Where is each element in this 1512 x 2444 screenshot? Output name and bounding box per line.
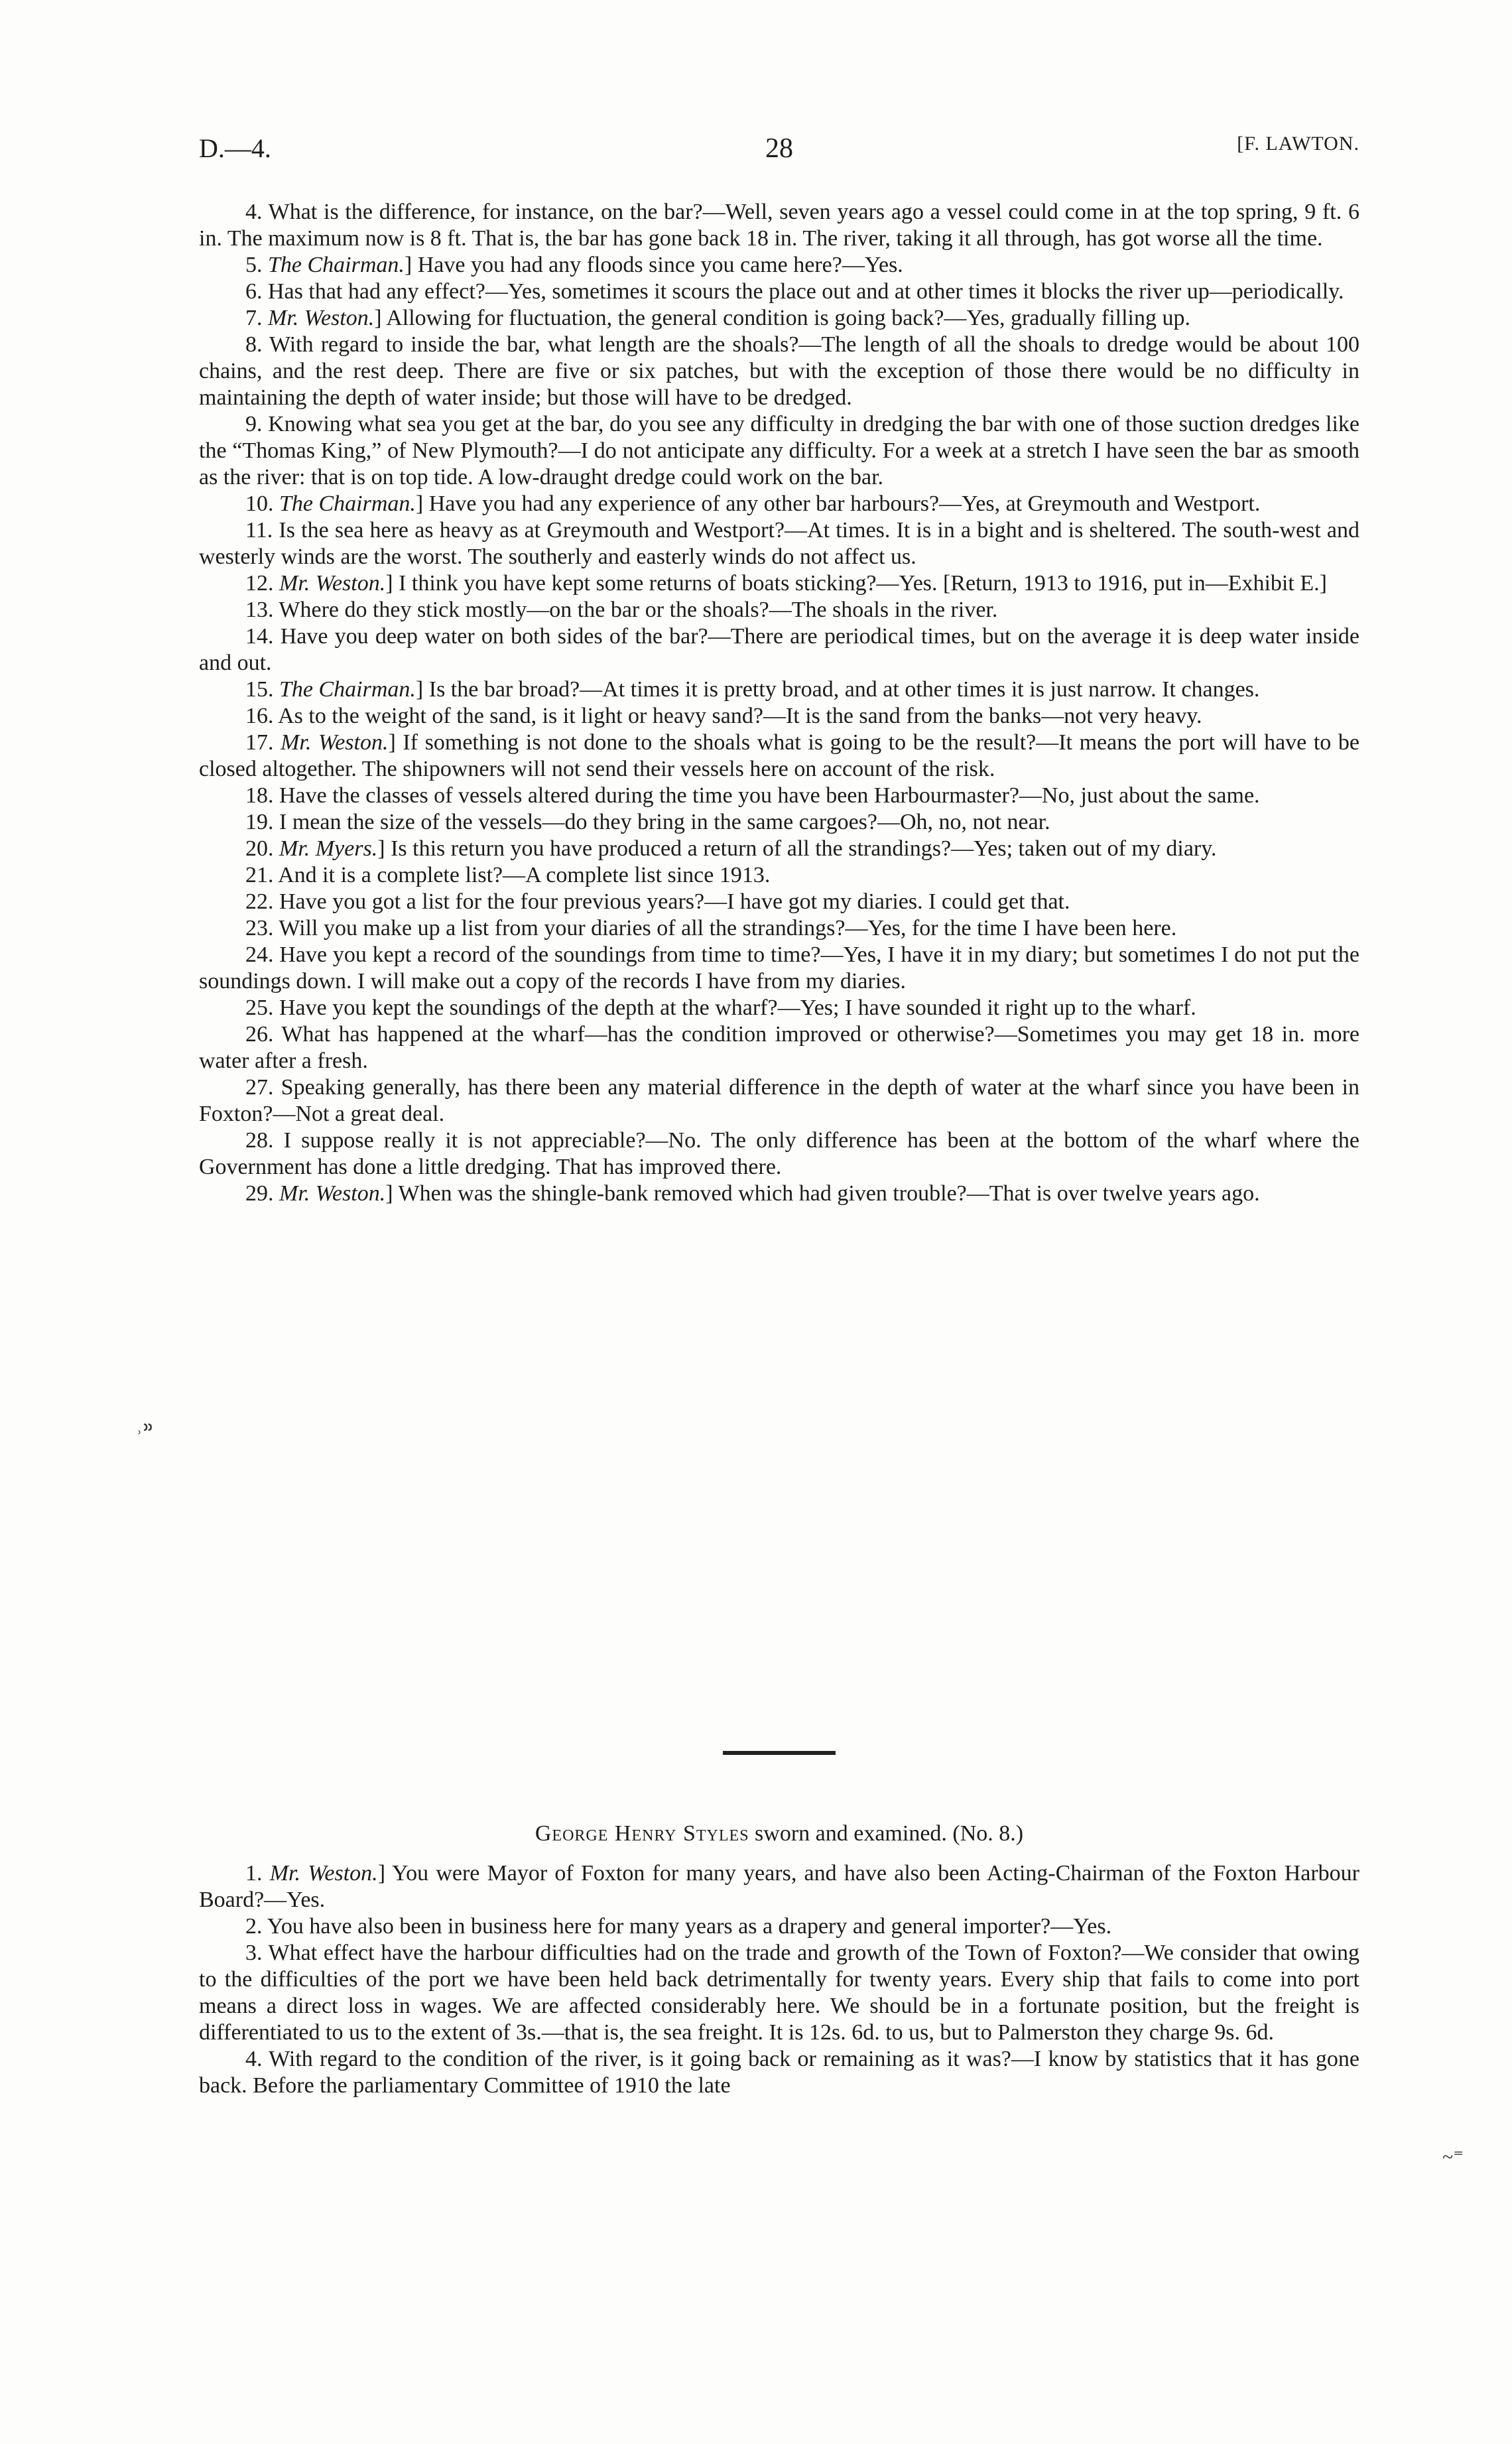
page-number: 28 xyxy=(765,133,793,164)
question-paragraph: 6. Has that had any effect?—Yes, sometimes it scours the place out and at other times it blocks the river up—periodically. xyxy=(245,279,1344,304)
margin-mark: ~⁼ xyxy=(1442,2146,1464,2168)
question-paragraph xyxy=(199,491,1359,517)
speaker-name: Mr. Weston. xyxy=(268,306,375,330)
question-paragraph: 13. Where do they stick mostly—on the bar or the shoals?—The shoals in the river. xyxy=(245,598,998,622)
question-number: 7. xyxy=(245,306,263,330)
question-paragraph: 23. Will you make up a list from your diaries of all the strandings?—Yes, for the time I have been here. xyxy=(245,916,1177,940)
question-paragraph xyxy=(199,730,1359,783)
question-text: ] Is this return you have produced a return of all the strandings?—Yes; taken out of my diary. xyxy=(377,836,1217,861)
question-paragraph xyxy=(199,836,1359,862)
page-header xyxy=(199,133,1359,172)
question-number: 10. xyxy=(245,491,274,516)
witness-heading xyxy=(199,1821,1359,1847)
question-paragraph xyxy=(199,676,1359,703)
section-divider xyxy=(723,1751,836,1755)
speaker-name: Mr. Myers. xyxy=(279,836,378,861)
question-text: ] When was the shingle-bank removed which had given trouble?—That is over twelve years ago. xyxy=(385,1181,1260,1206)
question-text: ] You were Mayor of Foxton for many years, and have also been Acting-Chairman of the Foxton Harbour Board?—Yes. xyxy=(199,1861,1360,1912)
document-reference: D.—4. xyxy=(199,133,271,163)
question-number: 29. xyxy=(245,1181,274,1206)
speaker-name: Mr. Weston. xyxy=(281,730,389,755)
witness-name: George Henry Styles xyxy=(535,1821,749,1846)
question-text: ] If something is not done to the shoals what is going to be the result?—It means the port will have to be closed altogether. The shipowners will not send their vessels here on account of the risk. xyxy=(199,730,1359,781)
question-text: ] I think you have kept some returns of boats sticking?—Yes. [Return, 1913 to 1916, put in—Exhibit E.] xyxy=(385,571,1327,596)
question-paragraph xyxy=(199,305,1359,332)
question-paragraph: 8. With regard to inside the bar, what length are the shoals?—The length of all the shoals to dredge would be about 100 chains, and the rest deep. There are five or six patches, but with the exception of those there would be no difficulty in maintaining the depth of water inside; but those will have to be dredged. xyxy=(199,332,1359,410)
question-paragraph: 26. What has happened at the wharf—has the condition improved or otherwise?—Sometimes you may get 18 in. more water after a fresh. xyxy=(199,1022,1359,1073)
question-number: 15. xyxy=(245,677,274,702)
question-paragraph: 16. As to the weight of the sand, is it light or heavy sand?—It is the sand from the banks—not very heavy. xyxy=(245,704,1202,728)
speaker-name: Mr. Weston. xyxy=(279,1181,386,1206)
question-paragraph xyxy=(199,1860,1359,1913)
question-paragraph: 11. Is the sea here as heavy as at Greymouth and Westport?—At times. It is in a bight and is sheltered. The south-west and westerly winds are the worst. The southerly and easterly winds do not affect us. xyxy=(199,518,1359,569)
witness-number: (No. 8.) xyxy=(952,1821,1024,1846)
question-paragraph: 18. Have the classes of vessels altered during the time you have been Harbourmaster?—No, just about the same. xyxy=(245,783,1260,808)
question-paragraph: 9. Knowing what sea you get at the bar, do you see any difficulty in dredging the bar with one of those suction dredges like the “Thomas King,” of New Plymouth?—I do not anticipate any difficulty. For a week at a stretch I have seen the bar as smooth as the river: that is on top tide. A low-draught dredge could work on the bar. xyxy=(199,412,1359,489)
question-number: 20. xyxy=(245,836,274,861)
examination-styles xyxy=(199,1821,1359,2099)
question-paragraph: 14. Have you deep water on both sides of the bar?—There are periodical times, but on the average it is deep water inside and out. xyxy=(199,624,1359,675)
question-text: ] Have you had any experience of any other bar harbours?—Yes, at Greymouth and Westport. xyxy=(415,491,1261,516)
question-number: 5. xyxy=(245,253,263,277)
question-paragraph: 3. What effect have the harbour difficulties had on the trade and growth of the Town of Foxton?—We consider that owing to the difficulties of the port we have been held back detrimentally for twenty years. Every ship that fails to come into port means a direct loss in wages. We are affected considerably here. We should be in a fortunate position, but the freight is differentiated to us to the extent of 3s.—that is, the sea freight. It is 12s. 6d. to us, but to Palmerston they charge 9s. 6d. xyxy=(199,1941,1359,2045)
question-text: ] Allowing for fluctuation, the general condition is going back?—Yes, gradually filling up. xyxy=(374,306,1190,330)
question-number: 12. xyxy=(245,571,274,596)
speaker-name: Mr. Weston. xyxy=(269,1861,378,1886)
speaker-name: The Chairman. xyxy=(279,677,416,702)
question-paragraph: 19. I mean the size of the vessels—do they bring in the same cargoes?—Oh, no, not near. xyxy=(245,810,1050,834)
speaker-name: The Chairman. xyxy=(279,491,416,516)
styles-questions xyxy=(199,1860,1359,2099)
question-paragraph xyxy=(199,1181,1359,1207)
question-paragraph: 2. You have also been in business here for many years as a drapery and general importer?—Yes. xyxy=(245,1914,1112,1939)
witness-running-head: [F. LAWTON. xyxy=(1237,133,1359,155)
question-paragraph xyxy=(199,570,1359,597)
question-paragraph: 27. Speaking generally, has there been any material difference in the depth of water at the wharf since you have been in Foxton?—Not a great deal. xyxy=(199,1075,1359,1126)
question-paragraph: 25. Have you kept the soundings of the depth at the wharf?—Yes; I have sounded it right up to the wharf. xyxy=(245,996,1196,1020)
question-number: 17. xyxy=(245,730,274,755)
question-paragraph: 24. Have you kept a record of the soundings from time to time?—Yes, I have it in my diary; but sometimes I do not put the soundings down. I will make out a copy of the records I have from my diaries. xyxy=(199,942,1359,994)
speaker-name: The Chairman. xyxy=(268,253,405,277)
question-paragraph: 4. With regard to the condition of the river, is it going back or remaining as it was?—I know by statistics that it has gone back. Before the parliamentary Committee of 1910 the late xyxy=(199,2047,1359,2098)
question-paragraph: 22. Have you got a list for the four previous years?—I have got my diaries. I could get that. xyxy=(245,889,1070,914)
question-number: 1. xyxy=(245,1861,263,1886)
question-text: ] Have you had any floods since you came here?—Yes. xyxy=(404,253,903,277)
question-paragraph: 21. And it is a complete list?—A complete list since 1913. xyxy=(245,863,771,887)
question-paragraph: 28. I suppose really it is not appreciable?—No. The only difference has been at the bottom of the wharf where the Government has done a little dredging. That has improved there. xyxy=(199,1128,1359,1179)
examination-lawton xyxy=(199,199,1359,1207)
witness-sworn: sworn and examined. xyxy=(755,1821,947,1846)
question-paragraph: 4. What is the difference, for instance, on the bar?—Well, seven years ago a vessel could come in at the top spring, 9 ft. 6 in. The maximum now is 8 ft. That is, the bar has gone back 18 in. The river, taking it all through, has got worse all the time. xyxy=(199,200,1359,251)
question-text: ] Is the bar broad?—At times it is pretty broad, and at other times it is just narrow. It changes. xyxy=(415,677,1260,702)
margin-mark: ˒᠉ xyxy=(136,1418,154,1440)
question-paragraph xyxy=(199,252,1359,279)
speaker-name: Mr. Weston. xyxy=(279,571,386,596)
